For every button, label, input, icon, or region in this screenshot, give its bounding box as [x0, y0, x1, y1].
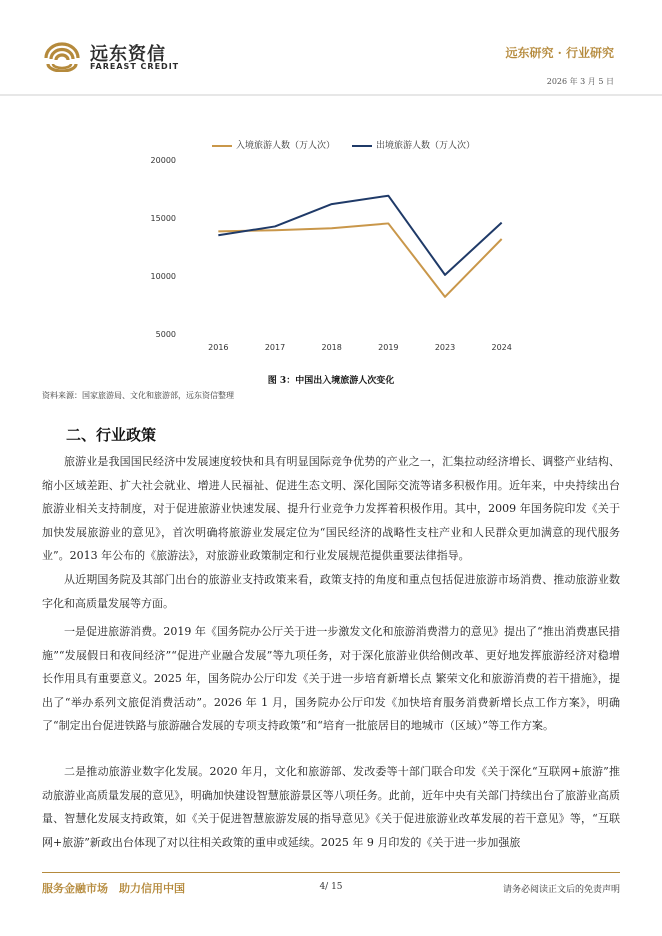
paragraph-4: 二是推动旅游业数字化发展。2020 年月，文化和旅游部、发改委等十部门联合印发《关于深化“互联网+旅游”推动旅游业高质量发展的意见》，明确加快建设智慧旅游景区等八项任务。此前，近年中央有关部门持续出台了旅游业高质量、智慧化发展支持政策，如《关于促进智慧旅游发展的指导意见》《关于促进旅游业改革发展的若干意见》等，“互联网+旅游”新政出台体现了对以往相关政策的重申或延续。2025 年 9 月印发的《关于进一步加强旅: [42, 765, 620, 849]
page-number: 4/ 15: [319, 882, 343, 892]
tourism-line-chart: [140, 130, 540, 362]
footer-slogan: 服务金融市场 助力信用中国: [42, 882, 185, 895]
paragraph-1: 旅游业是我国国民经济中发展速度较快和具有明显国际竞争优势的产业之一，汇集拉动经济增长、调整产业结构、缩小区域差距、扩大社会就业、增进人民福祉、促进生态文明、深化国际交流等诸多积极作用。近年来，中央持续出台旅游业相关支持制度，对于促进旅游业快速发展、提升行业竞争力发挥着积极作用。其中，2009 年国务院印发《关于加快发展旅游业的意见》，首次明确将旅游业发展定位为“国民经济的战略性支柱产业和人民群众更加满意的现代服务业”。2013 年公布的《旅游法》，对旅游业政策制定和行业发展规范提供重要法律指导。: [42, 455, 620, 562]
x-tick-label: 2017: [264, 343, 286, 352]
series-line-inbound: [218, 223, 501, 296]
series-line-outbound: [218, 196, 501, 275]
x-tick-label: 2018: [321, 343, 342, 352]
footer-disclaimer: 请务必阅读正文后的免责声明: [502, 885, 620, 895]
footer-divider: [42, 872, 620, 873]
x-tick-label: 2019: [378, 343, 399, 352]
chart-plot: [140, 130, 540, 362]
y-tick-label: 15000: [150, 214, 176, 223]
x-tick-label: 2016: [208, 343, 229, 352]
report-date: 2026 年 3 月 5 日: [546, 77, 614, 86]
brand-name-english: FAREAST CREDIT: [90, 62, 180, 71]
legend-label-outbound: 出境旅游人数（万人次）: [376, 141, 476, 151]
section-tag: 远东研究 · 行业研究: [505, 46, 614, 60]
figure-caption: 图 3：中国出入境旅游人次变化: [267, 376, 395, 386]
paragraph-3: 一是促进旅游消费。2019 年《国务院办公厅关于进一步激发文化和旅游消费潜力的意见》提出了“推出消费惠民措施”“发展假日和夜间经济”“促进产业融合发展”等九项任务，对于深化旅游业供给侧改革、更好地发挥旅游经济对稳增长作用具有重要意义。2025 年，国务院办公厅印发《关于进一步培育新增长点 繁荣文化和旅游消费的若干措施》，提出了“举办系列文旅促消费活动”。2026 年 1 月，国务院办公厅印发《加快培育服务消费新增长点工作方案》，明确了“制定出台促进铁路与旅游融合发展的专项支持政策”和“培育一批旅居目的地城市（区域）”等工作方案。: [42, 625, 620, 732]
y-tick-label: 10000: [150, 272, 176, 281]
page-header: [0, 0, 662, 96]
header-divider: [0, 94, 662, 96]
y-tick-label: 20000: [150, 156, 176, 165]
section-heading: 二、行业政策: [66, 426, 157, 444]
x-tick-label: 2023: [434, 343, 456, 352]
brand-name: 远东资信: [90, 44, 166, 65]
y-tick-label: 5000: [155, 330, 176, 339]
legend-label-inbound: 入境旅游人数（万人次）: [236, 141, 336, 151]
x-tick-label: 2024: [491, 343, 512, 352]
paragraph-2: 从近期国务院及其部门出台的旅游业支持政策来看，政策支持的角度和重点包括促进旅游市场消费、推动旅游业数字化和高质量发展等方面。: [42, 573, 620, 610]
fareast-logo-icon: [42, 38, 82, 72]
figure-source: 资料来源：国家旅游局、文化和旅游部，远东资信整理: [42, 391, 234, 400]
